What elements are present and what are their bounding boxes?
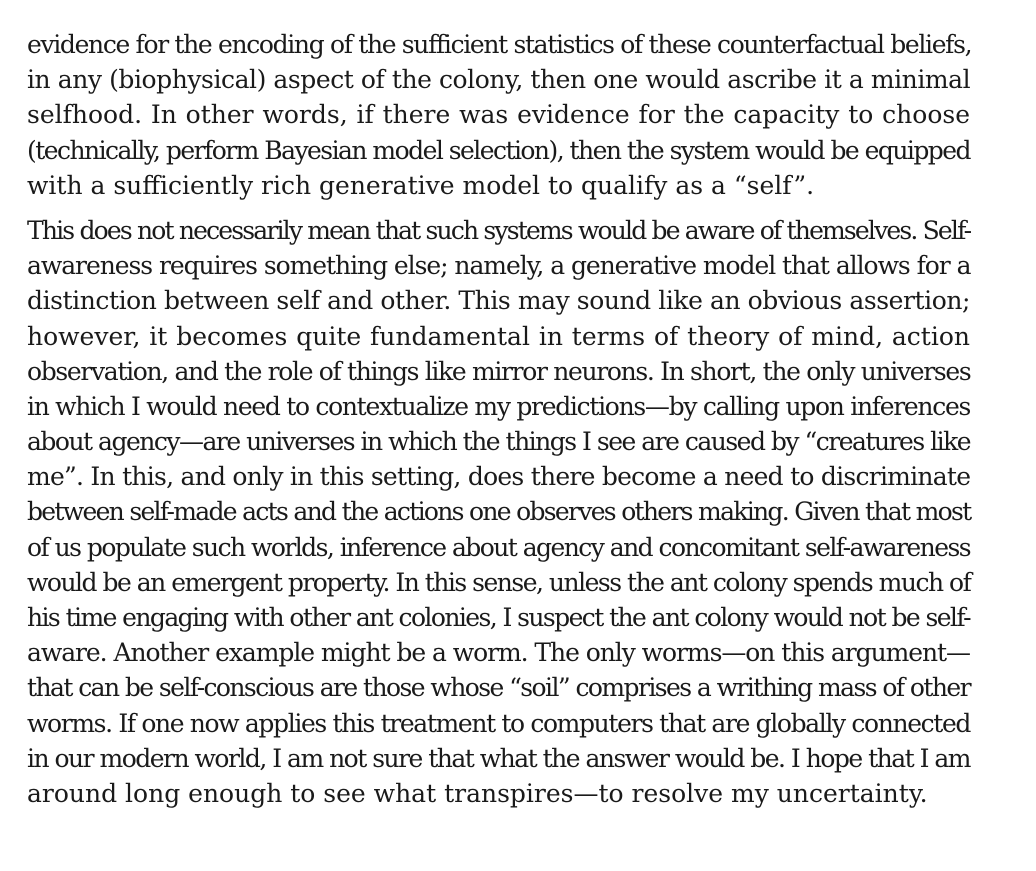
paragraph-2 xyxy=(27,213,970,811)
text-line: This does not necessarily mean that such systems would be aware of themselves. Self- xyxy=(27,215,971,245)
text-line: aware. Another example might be a worm. The only worms—on this argument— xyxy=(27,638,970,668)
text-line: would be an emergent property. In this sense, unless the ant colony spends much of xyxy=(27,567,971,597)
text-line: of us populate such worlds, inference about agency and concomitant self-awareness xyxy=(27,532,970,562)
text-line: awareness requires something else; namely, a generative model that allows for a xyxy=(27,251,971,281)
text-line: around long enough to see what transpires—to resolve my uncertainty. xyxy=(27,778,928,808)
text-line: however, it becomes quite fundamental in terms of theory of mind, action xyxy=(27,321,970,351)
text-line: evidence for the encoding of the sufficient statistics of these counterfactual beliefs, xyxy=(27,30,972,59)
text-line: selfhood. In other words, if there was evidence for the capacity to choose xyxy=(27,100,970,130)
text-line: me”. In this, and only in this setting, does there become a need to discriminate xyxy=(27,462,971,492)
text-line: observation, and the role of things like mirror neurons. In short, the only universes xyxy=(27,356,971,386)
text-line: between self-made acts and the actions one observes others making. Given that most xyxy=(27,497,971,527)
text-line: that can be self-conscious are those whose “soil” comprises a writhing mass of other xyxy=(27,673,970,703)
text-line: in our modern world, I am not sure that what the answer would be. I hope that I am xyxy=(27,743,970,773)
text-line: about agency—are universes in which the things I see are caused by “creatures like xyxy=(27,427,971,457)
paragraph-1 xyxy=(27,27,970,203)
text-line: in any (biophysical) aspect of the colony, then one would ascribe it a minimal xyxy=(27,65,971,95)
text-line: worms. If one now applies this treatment to computers that are globally connected xyxy=(27,708,971,738)
paragraph-gap xyxy=(27,203,970,213)
text-line: (technically, perform Bayesian model selection), then the system would be equipped xyxy=(27,135,970,165)
document-page xyxy=(27,27,970,811)
text-line: distinction between self and other. This may sound like an obvious assertion; xyxy=(27,286,970,316)
text-line: in which I would need to contextualize my predictions—by calling upon inferences xyxy=(27,391,970,421)
text-line: his time engaging with other ant colonies, I suspect the ant colony would not be self- xyxy=(27,603,970,632)
text-line: with a sufficiently rich generative model to qualify as a “self”. xyxy=(27,170,815,200)
